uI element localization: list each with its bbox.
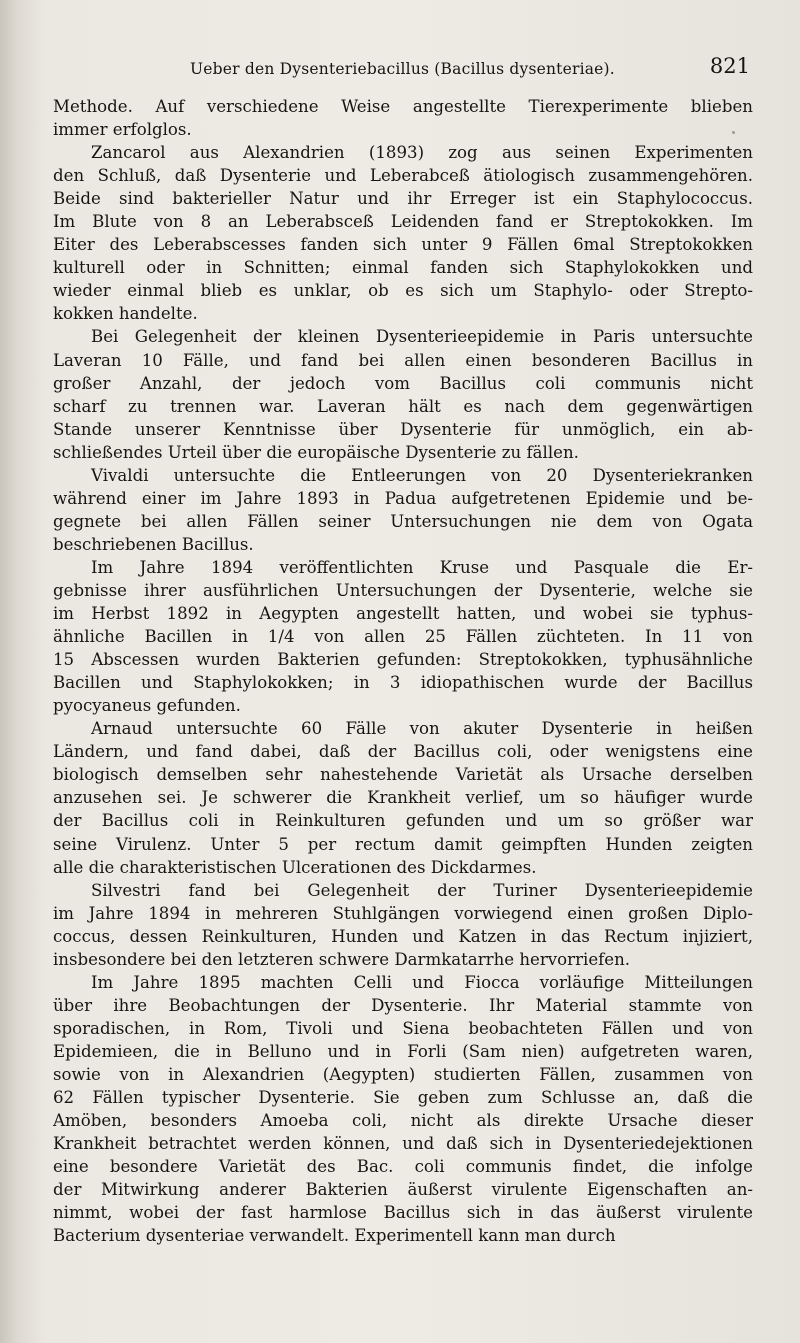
text-line: gebnisse ihrer ausführlichen Untersuchungen der Dysenterie, welche sie: [53, 580, 753, 600]
text-line: coccus, dessen Reinkulturen, Hunden und Katzen in das Rectum injiziert,: [53, 926, 753, 946]
paragraph: [53, 141, 753, 325]
text-line: der Bacillus coli in Reinkulturen gefunden und um so größer war: [53, 811, 753, 831]
text-line: sporadischen, in Rom, Tivoli und Siena beobachteten Fällen und von: [53, 1018, 753, 1038]
text-line: alle die charakteristischen Ulcerationen des Dickdarmes.: [53, 857, 537, 877]
text-line: während einer im Jahre 1893 in Padua aufgetretenen Epidemie und be-: [53, 488, 753, 508]
text-line: gegnete bei allen Fällen seiner Untersuchungen nie dem von Ogata: [53, 511, 753, 531]
text-line: Zancarol aus Alexandrien (1893) zog aus seinen Experimenten: [91, 143, 753, 163]
body-text: [53, 95, 753, 1247]
text-line: Bacillen und Staphylokokken; in 3 idiopathischen wurde der Bacillus: [53, 673, 753, 693]
text-line: pyocyaneus gefunden.: [53, 696, 241, 716]
paragraph: [53, 556, 753, 717]
text-line: Amöben, besonders Amoeba coli, nicht als direkte Ursache dieser: [53, 1111, 753, 1131]
running-header: [190, 54, 750, 84]
text-line: beschriebenen Bacillus.: [53, 534, 254, 554]
text-line: wieder einmal blieb es unklar, ob es sich um Staphylo- oder Strepto-: [53, 281, 753, 301]
text-line: Bacterium dysenteriae verwandelt. Experimentell kann man durch: [53, 1226, 616, 1246]
text-line: insbesondere bei den letzteren schwere Darmkatarrhe hervorriefen.: [53, 949, 631, 969]
text-line: Im Jahre 1895 machten Celli und Fiocca vorläufige Mitteilungen: [91, 972, 753, 992]
text-line: Epidemieen, die in Belluno und in Forli (Sam nien) aufgetreten waren,: [53, 1041, 753, 1061]
paragraph: [53, 971, 753, 1248]
paragraph: [53, 464, 753, 556]
text-line: Vivaldi untersuchte die Entleerungen von 20 Dysenteriekranken: [91, 465, 753, 485]
text-line: Eiter des Leberabscesses fanden sich unter 9 Fällen 6mal Streptokokken: [53, 235, 753, 255]
text-line: 62 Fällen typischer Dysenterie. Sie geben zum Schlusse an, daß die: [53, 1088, 753, 1108]
text-line: Ländern, und fand dabei, daß der Bacillus coli, oder wenigstens eine: [53, 742, 753, 762]
text-line: über ihre Beobachtungen der Dysenterie. Ihr Material stammte von: [53, 995, 753, 1015]
text-line: immer erfolglos.: [53, 120, 192, 140]
page-number: 821: [709, 54, 750, 78]
text-line: kulturell oder in Schnitten; einmal fanden sich Staphylokokken und: [53, 258, 753, 278]
text-line: Laveran 10 Fälle, und fand bei allen einen besonderen Bacillus in: [53, 350, 753, 370]
text-line: Arnaud untersuchte 60 Fälle von akuter Dysenterie in heißen: [91, 719, 753, 739]
text-line: anzusehen sei. Je schwerer die Krankheit verlief, um so häufiger wurde: [53, 788, 753, 808]
text-line: 15 Abscessen wurden Bakterien gefunden: Streptokokken, typhusähnliche: [53, 650, 753, 670]
paragraph: [53, 879, 753, 971]
text-line: sowie von in Alexandrien (Aegypten) studierten Fällen, zusammen von: [53, 1064, 753, 1084]
text-line: im Herbst 1892 in Aegypten angestellt hatten, und wobei sie typhus-: [53, 604, 753, 624]
text-line: scharf zu trennen war. Laveran hält es nach dem gegenwärtigen: [53, 396, 753, 416]
text-line: ähnliche Bacillen in 1/4 von allen 25 Fällen züchteten. In 11 von: [53, 627, 753, 647]
text-line: Silvestri fand bei Gelegenheit der Turiner Dysenterieepidemie: [91, 880, 753, 900]
paragraph: [53, 95, 753, 141]
text-line: Bei Gelegenheit der kleinen Dysenterieepidemie in Paris untersuchte: [91, 327, 753, 347]
text-line: schließendes Urteil über die europäische Dysenterie zu fällen.: [53, 442, 579, 462]
paragraph: [53, 717, 753, 878]
text-line: eine besondere Varietät des Bac. coli communis findet, die infolge: [53, 1157, 753, 1177]
text-line: Stande unserer Kenntnisse über Dysenterie für unmöglich, ein ab-: [53, 419, 753, 439]
text-line: Beide sind bakterieller Natur und ihr Erreger ist ein Staphylococcus.: [53, 189, 753, 209]
text-line: biologisch demselben sehr nahestehende Varietät als Ursache derselben: [53, 765, 753, 785]
text-line: großer Anzahl, der jedoch vom Bacillus coli communis nicht: [53, 373, 753, 393]
text-line: Im Jahre 1894 veröffentlichten Kruse und Pasquale die Er-: [91, 557, 753, 577]
text-line: den Schluß, daß Dysenterie und Leberabceß ätiologisch zusammengehören.: [53, 166, 753, 186]
text-line: Im Blute von 8 an Leberabsceß Leidenden fand er Streptokokken. Im: [53, 212, 753, 232]
text-line: kokken handelte.: [53, 304, 198, 324]
text-line: im Jahre 1894 in mehreren Stuhlgängen vorwiegend einen großen Diplo-: [53, 903, 753, 923]
running-title: Ueber den Dysenteriebacillus (Bacillus dysenteriae).: [190, 60, 615, 78]
text-line: seine Virulenz. Unter 5 per rectum damit geimpften Hunden zeigten: [53, 834, 753, 854]
text-line: Methode. Auf verschiedene Weise angestellte Tierexperimente blieben: [53, 97, 753, 116]
text-line: nimmt, wobei der fast harmlose Bacillus sich in das äußerst virulente: [53, 1203, 753, 1223]
paragraph: [53, 325, 753, 463]
text-line: Krankheit betrachtet werden können, und daß sich in Dysenteriedejektionen: [53, 1134, 753, 1154]
text-line: der Mitwirkung anderer Bakterien äußerst virulente Eigenschaften an-: [53, 1180, 753, 1200]
